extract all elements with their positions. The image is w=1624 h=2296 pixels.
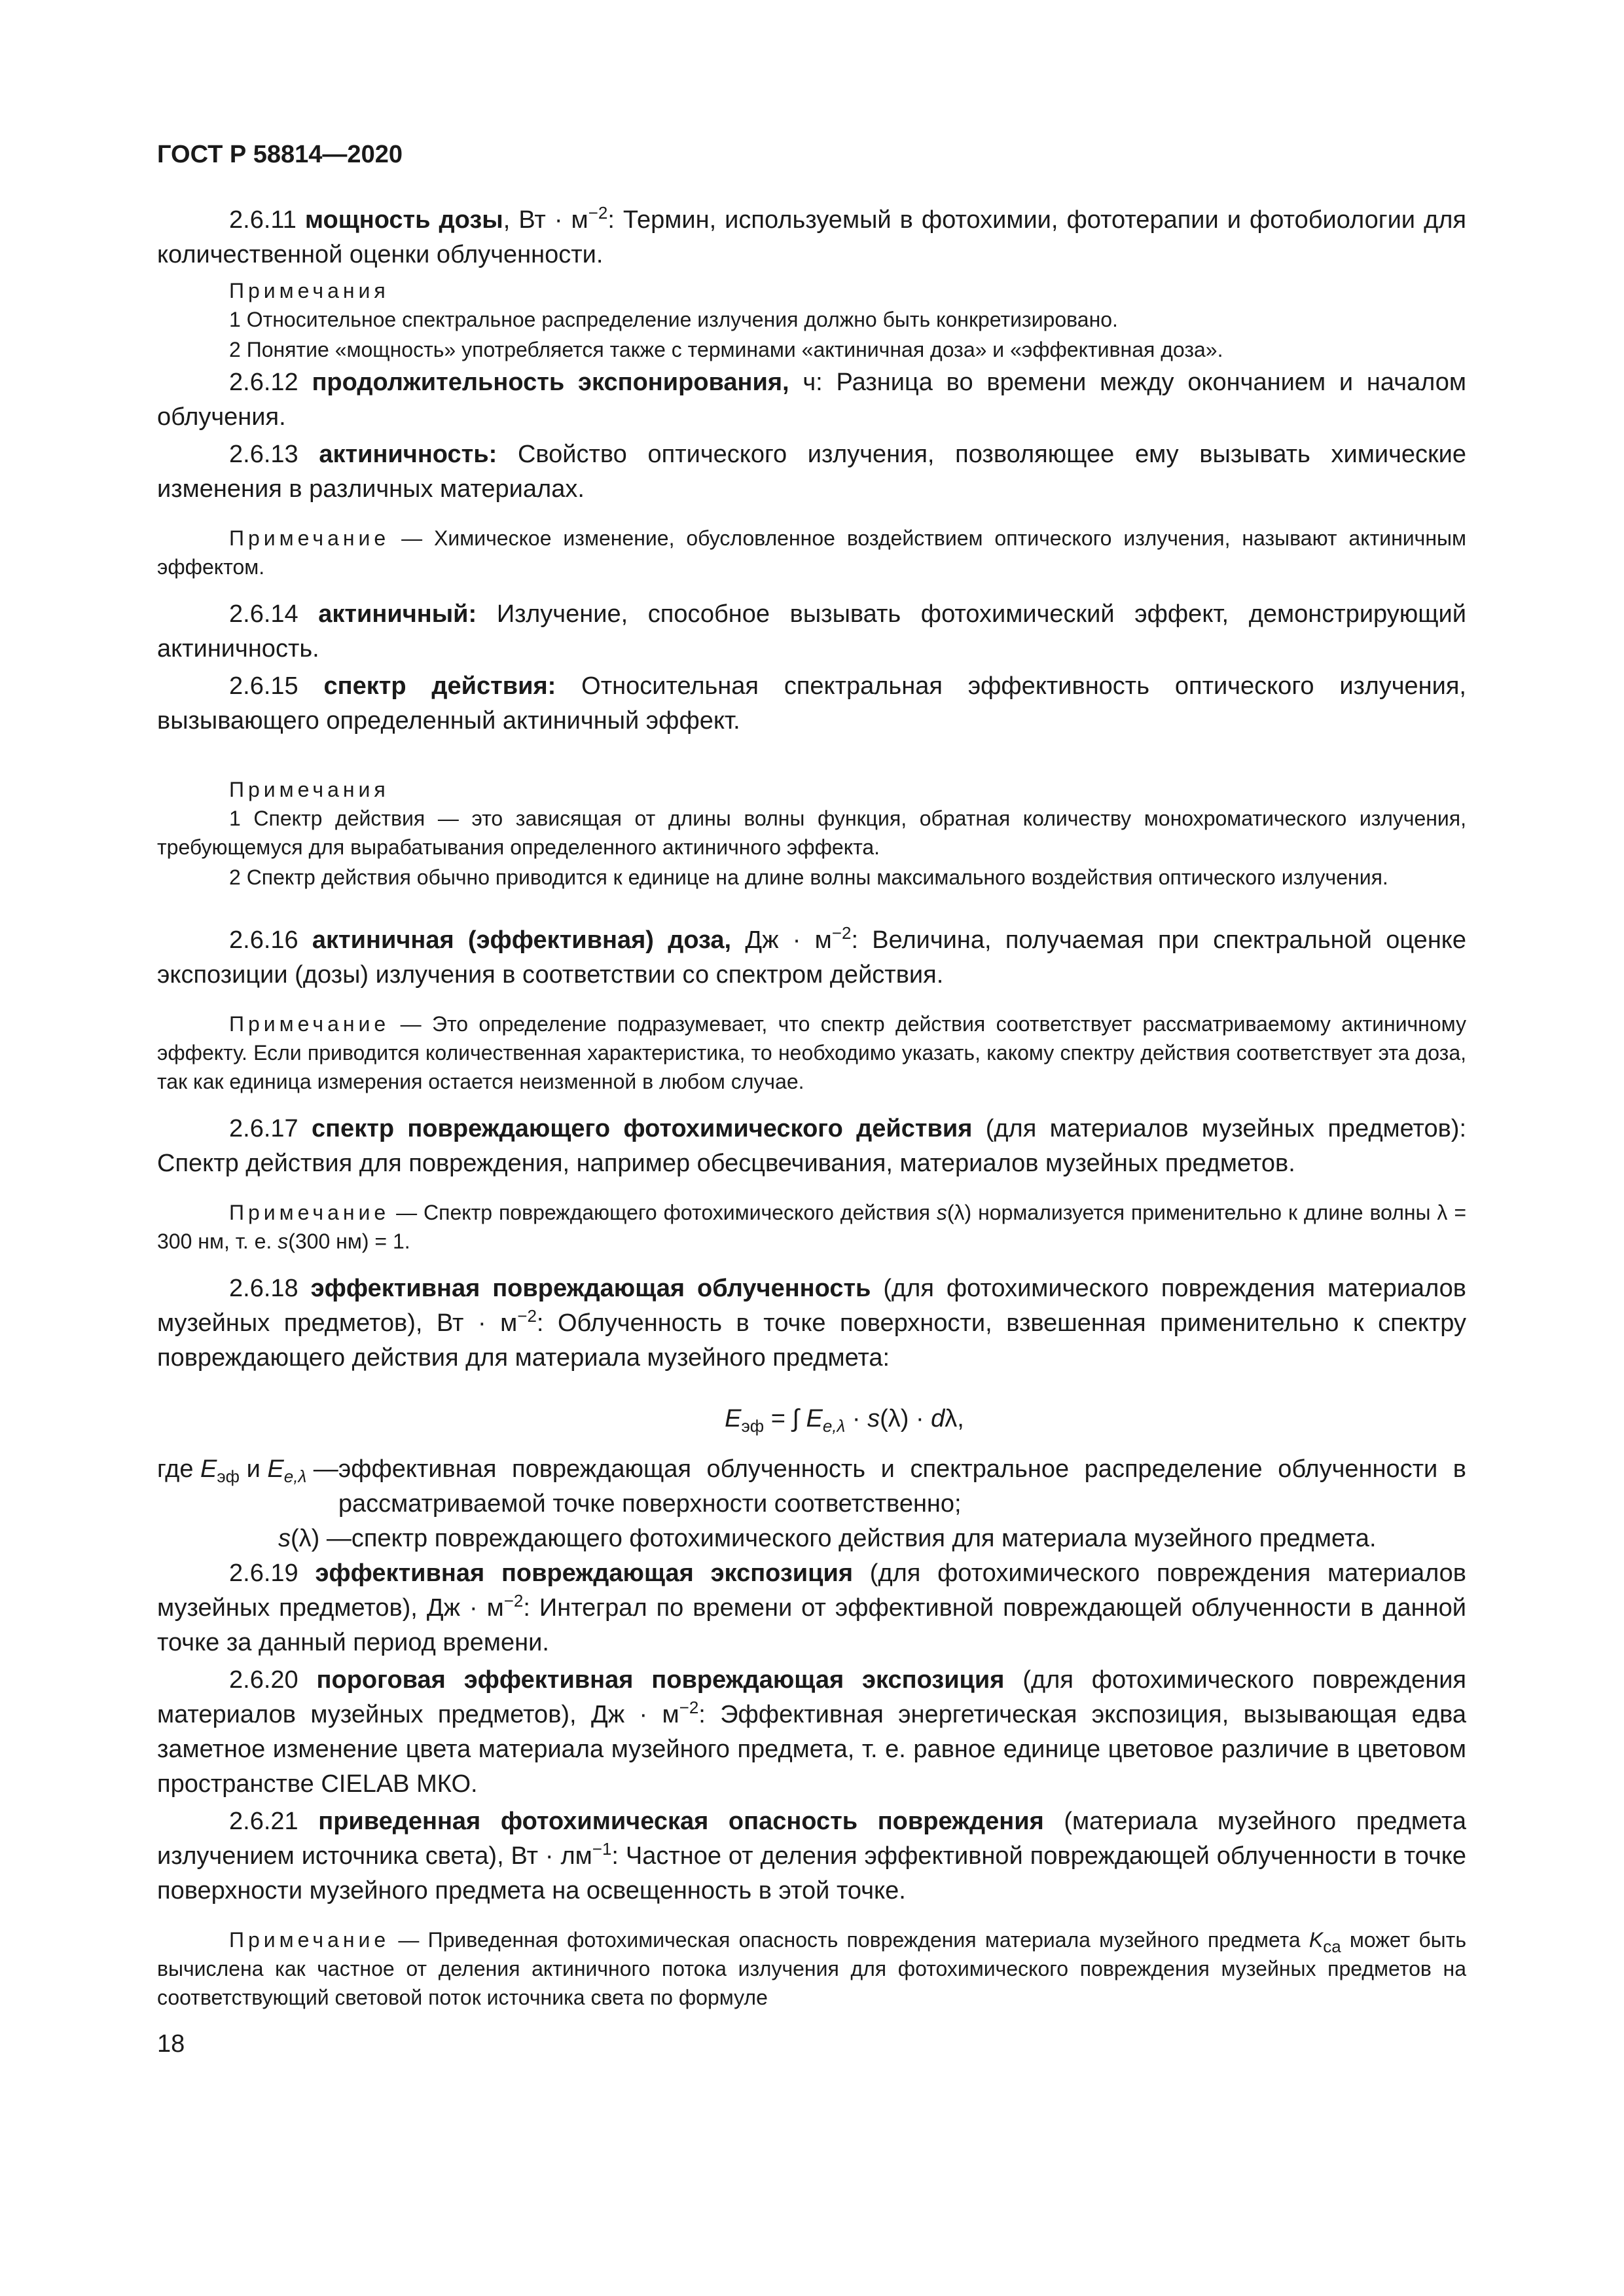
term-2-6-16: 2.6.16 актиничная (эффективная) доза, Дж · $м^{-2}$: Величина, получаемая при спектральной оценке экспозиции (дозы) излучения в соответствии со спектром действия. [157,923,1466,989]
note-item: 2 Понятие «мощность» употребляется также с терминами «актиничная доза» и «эффективная доза». [229,338,1223,361]
note-item: 2 Спектр действия обычно приводится к единице на длине волны максимального воздействия оптического излучения. [229,866,1388,889]
note-2-6-21: Примечание — Приведенная фотохимическая опасность повреждения материала музейного предмета $K_{са}$ может быть вычислена как частное от деления актиничного потока излучения для фотохимического повреждения музейных предметов на соответствующий световой поток источника света по формуле [157,1928,1467,2009]
term-2-6-19: 2.6.19 эффективная повреждающая экспозиция (для фотохимического повреждения материалов музейных предметов), Дж · $м^{-2}$: Интеграл по времени от эффективной повреждающей облученности в данной точке за данный период времени. [157,1559,1467,1656]
term-2-6-21: 2.6.21 приведенная фотохимическая опасность повреждения (материала музейного предмета излучением источника света), Вт · $лм^{-1}$: Частное от деления эффективной повреждающей облученности в точке поверхности музейного предмета на освещенность в этой точке. [157,1808,1466,1904]
notes-heading: Примечания [229,778,389,801]
term-2-6-11: 2.6.11 мощность дозы, Вт · $м^{-2}$: Термин, используемый в фотохимии, фототерапии и фотобиологии для количественной оценки облученности. [157,203,1466,268]
formula-legend [157,1452,1466,1556]
note-item: 1 Относительное спектральное распределение излучения должно быть конкретизировано. [229,308,1118,331]
note-2-6-13: Примечание — Химическое изменение, обусловленное воздействием оптического излучения, называют актиничным эффектом. [157,526,1466,579]
legend-row: где $E_{эф}$ и $E_{e,\lambda}$ — эффективная повреждающая облученность и спектральное распределение облученности в рассматриваемой точке поверхности соответственно; [157,1455,1466,1518]
document-header: ГОСТ Р 58814—2020 [157,141,403,168]
page-content [157,141,1466,2058]
term-2-6-12: 2.6.12 продолжительность экспонирования, ч: Разница во времени между окончанием и началом облучения. [157,369,1466,431]
term-2-6-14: 2.6.14 актиничный: Излучение, способное вызывать фотохимический эффект, демонстрирующий актиничность. [157,600,1466,663]
term-2-6-15: 2.6.15 спектр действия: Относительная спектральная эффективность оптического излучения, вызывающего определенный актиничный эффект. [157,672,1466,735]
formula-effective-irradiance: $E_{эф}$ = ∫ $E_{e,\lambda} \cdot s(\lambda) \cdot d\lambda$, [725,1405,964,1436]
term-2-6-17: 2.6.17 спектр повреждающего фотохимического действия (для материалов музейных предметов): Спектр действия для повреждения, например обесцвечивания, материалов музейных предметов. [157,1115,1467,1177]
term-2-6-20: 2.6.20 пороговая эффективная повреждающая экспозиция (для фотохимического повреждения материалов музейных предметов), Дж · $м^{-2}$: Эффективная энергетическая экспозиция, вызывающая едва заметное изменение цвета материала музейного предмета, т. е. равное единице цветовое различие в цветовом пространстве CIELAB МКО. [157,1666,1466,1798]
term-2-6-18: 2.6.18 эффективная повреждающая облученность (для фотохимического повреждения материалов музейных предметов), Вт · $м^{-2}$: Облученность в точке поверхности, взвешенная применительно к спектру повреждающего действия для материала музейного предмета: [157,1275,1466,1372]
term-2-6-13: 2.6.13 актиничность: Свойство оптического излучения, позволяющее ему вызывать химические изменения в различных материалах. [157,441,1466,503]
page-number: 18 [157,2030,185,2058]
legend-row: s(λ) — спектр повреждающего фотохимического действия для материала музейного предмета. [278,1525,1377,1552]
notes-heading: Примечания [229,279,389,302]
note-item: 1 Спектр действия — это зависящая от длины волны функция, обратная количеству монохроматического излучения, требующемуся для вырабатывания определенного актиничного эффекта. [157,807,1466,859]
note-2-6-16: Примечание — Это определение подразумевает, что спектр действия соответствует рассматриваемому актиничному эффекту. Если приводится количественная характеристика, то необходимо указать, какому спектру действия соответствует эта доза, так как единица измерения остается неизменной в любом случае. [157,1012,1466,1093]
note-2-6-17: Примечание — Спектр повреждающего фотохимического действия s(λ) нормализуется применительно к длине волны λ = 300 нм, т. е. s(300 нм) = 1. [157,1201,1467,1253]
